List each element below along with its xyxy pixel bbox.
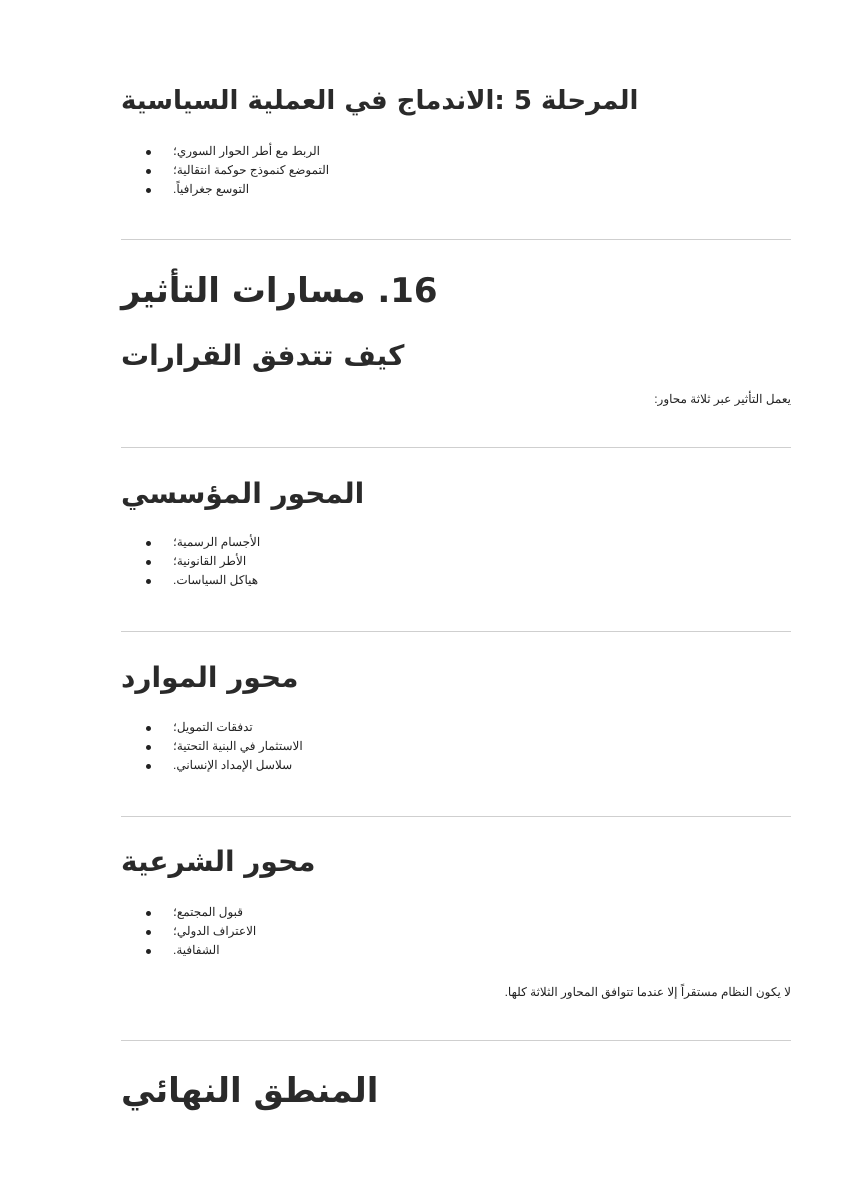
divider bbox=[121, 239, 791, 240]
list-item: قبول المجتمع؛ bbox=[121, 903, 361, 922]
list-item: الاستثمار في البنية التحتية؛ bbox=[121, 737, 361, 756]
bullet-icon bbox=[146, 188, 151, 193]
bullet-icon bbox=[146, 560, 151, 565]
list-item: التموضع كنموذج حوكمة انتقالية؛ bbox=[121, 161, 361, 180]
legitimacy-axis-list bbox=[121, 903, 361, 960]
divider bbox=[121, 816, 791, 817]
institutional-axis-list bbox=[121, 533, 361, 590]
list-item: الاعتراف الدولي؛ bbox=[121, 922, 361, 941]
list-item: سلاسل الإمداد الإنساني. bbox=[121, 756, 361, 775]
list-item: الربط مع أطر الحوار السوري؛ bbox=[121, 142, 361, 161]
bullet-icon bbox=[146, 745, 151, 750]
bullet-icon bbox=[146, 726, 151, 731]
bullet-icon bbox=[146, 764, 151, 769]
divider bbox=[121, 631, 791, 632]
section-16-heading: 16. مسارات التأثير bbox=[121, 271, 438, 311]
bullet-icon bbox=[146, 541, 151, 546]
list-item: الشفافية. bbox=[121, 941, 361, 960]
list-item: الأطر القانونية؛ bbox=[121, 552, 361, 571]
bullet-icon bbox=[146, 911, 151, 916]
institutional-axis-heading: المحور المؤسسي bbox=[121, 477, 365, 510]
bullet-icon bbox=[146, 169, 151, 174]
bullet-icon bbox=[146, 150, 151, 155]
bullet-icon bbox=[146, 579, 151, 584]
section-16-subheading: كيف تتدفق القرارات bbox=[121, 339, 405, 372]
list-item: تدفقات التمويل؛ bbox=[121, 718, 361, 737]
divider bbox=[121, 447, 791, 448]
list-item: التوسع جغرافياً. bbox=[121, 180, 361, 199]
bullet-icon bbox=[146, 949, 151, 954]
section-16-intro: يعمل التأثير عبر ثلاثة محاور: bbox=[654, 392, 791, 406]
resources-axis-list bbox=[121, 718, 361, 775]
legitimacy-axis-heading: محور الشرعية bbox=[121, 845, 316, 878]
legitimacy-conclusion: لا يكون النظام مستقراً إلا عندما تتوافق المحاور الثلاثة كلها. bbox=[504, 985, 791, 999]
divider bbox=[121, 1040, 791, 1041]
phase-5-heading: المرحلة 5 :الاندماج في العملية السياسية bbox=[121, 86, 639, 116]
list-item: الأجسام الرسمية؛ bbox=[121, 533, 361, 552]
list-item: هياكل السياسات. bbox=[121, 571, 361, 590]
phase-5-list bbox=[121, 142, 361, 199]
resources-axis-heading: محور الموارد bbox=[121, 661, 299, 694]
final-logic-heading: المنطق النهائي bbox=[121, 1071, 379, 1111]
bullet-icon bbox=[146, 930, 151, 935]
